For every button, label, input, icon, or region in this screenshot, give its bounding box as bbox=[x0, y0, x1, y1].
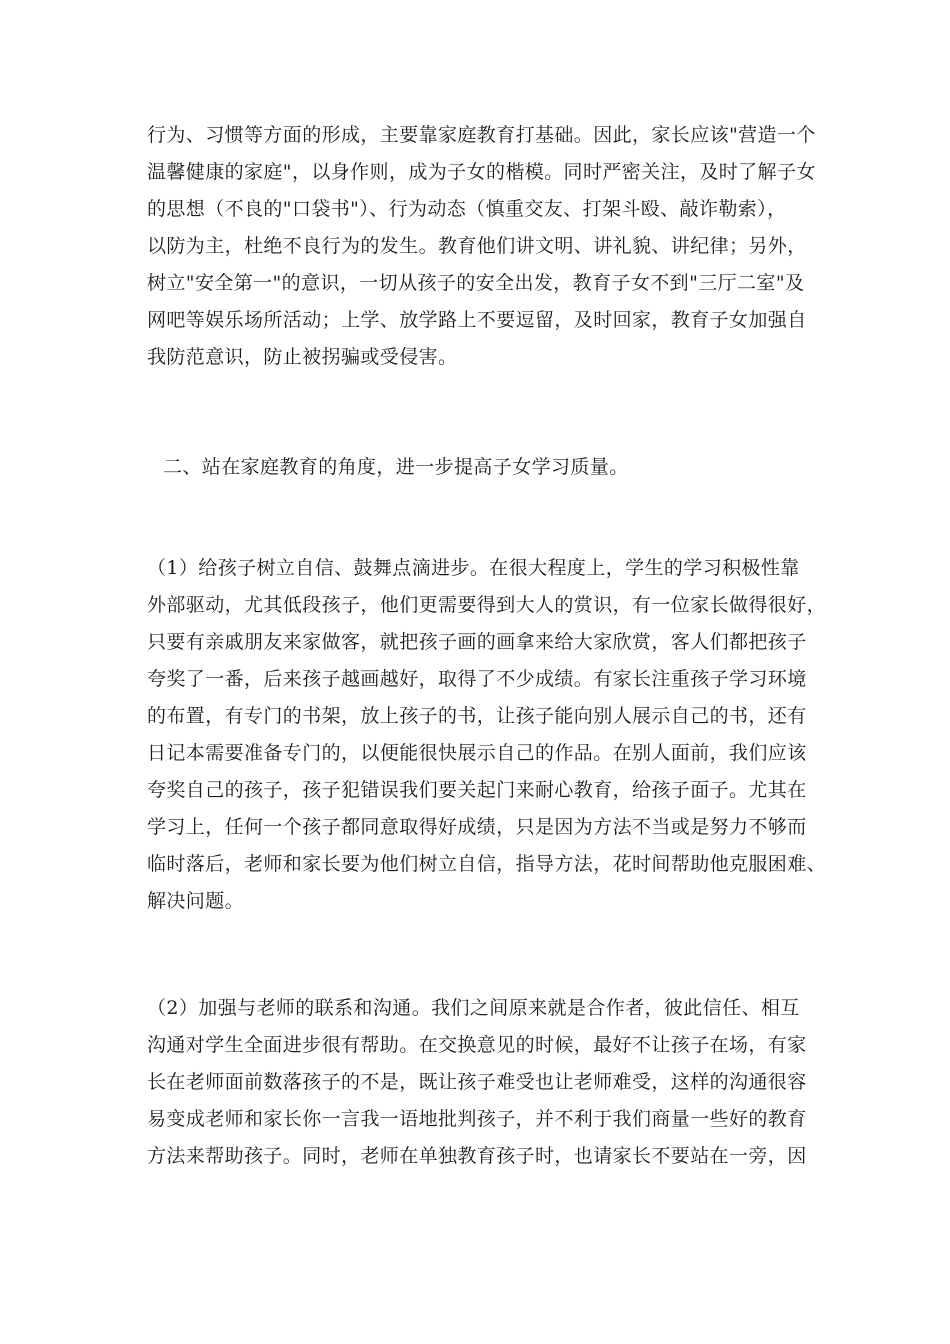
text-line: 长在老师面前数落孩子的不是，既让孩子难受也让老师难受，这样的沟通很容 bbox=[147, 1071, 807, 1093]
text-line: 临时落后，老师和家长要为他们树立自信，指导方法，花时间帮助他克服困难、 bbox=[147, 853, 827, 875]
text-line: 以防为主，杜绝不良行为的发生。教育他们讲文明、讲礼貌、讲纪律；另外， bbox=[147, 235, 807, 257]
text-line: 易变成老师和家长你一言我一语地批判孩子，并不利于我们商量一些好的教育 bbox=[147, 1108, 807, 1130]
text-line: 的布置，有专门的书架，放上孩子的书，让孩子能向别人展示自己的书，还有 bbox=[147, 705, 807, 727]
text-line: 方法来帮助孩子。同时，老师在单独教育孩子时，也请家长不要站在一旁，因 bbox=[147, 1145, 807, 1167]
text-line: 夸奖了一番，后来孩子越画越好，取得了不少成绩。有家长注重孩子学习环境 bbox=[147, 668, 807, 690]
text-line: （2）加强与老师的联系和沟通。我们之间原来就是合作者，彼此信任、相互 bbox=[147, 997, 800, 1019]
text-line: 树立"安全第一"的意识，一切从孩子的安全出发，教育子女不到"三厅二室"及 bbox=[147, 272, 805, 294]
text-line: 行为、习惯等方面的形成，主要靠家庭教育打基础。因此，家长应该"营造一个 bbox=[147, 124, 816, 146]
text-line: 日记本需要准备专门的，以便能很快展示自己的作品。在别人面前，我们应该 bbox=[147, 742, 807, 764]
text-line: 学习上，任何一个孩子都同意取得好成绩，只是因为方法不当或是努力不够而 bbox=[147, 816, 807, 838]
text-line: 只要有亲戚朋友来家做客，就把孩子画的画拿来给大家欣赏，客人们都把孩子 bbox=[147, 631, 807, 653]
text-line: 沟通对学生全面进步很有帮助。在交换意见的时候，最好不让孩子在场，有家 bbox=[147, 1034, 807, 1056]
text-line: 我防范意识，防止被拐骗或受侵害。 bbox=[147, 346, 458, 368]
text-line: 的思想（不良的"口袋书"）、行为动态（慎重交友、打架斗殴、敲诈勒索）， bbox=[147, 198, 787, 220]
text-line: 解决问题。 bbox=[147, 890, 245, 912]
text-line: 温馨健康的家庭"，以身作则，成为子女的楷模。同时严密关注，及时了解子女 bbox=[147, 161, 816, 183]
text-line: （1）给孩子树立自信、鼓舞点滴进步。在很大程度上，学生的学习积极性靠 bbox=[147, 557, 800, 579]
section-heading: 二、站在家庭教育的角度，进一步提高子女学习质量。 bbox=[163, 456, 629, 478]
text-line: 夸奖自己的孩子，孩子犯错误我们要关起门来耐心教育，给孩子面子。尤其在 bbox=[147, 779, 807, 801]
text-line: 网吧等娱乐场所活动；上学、放学路上不要逗留，及时回家，教育子女加强自 bbox=[147, 309, 807, 331]
text-line: 外部驱动，尤其低段孩子，他们更需要得到大人的赏识，有一位家长做得很好， bbox=[147, 594, 827, 616]
